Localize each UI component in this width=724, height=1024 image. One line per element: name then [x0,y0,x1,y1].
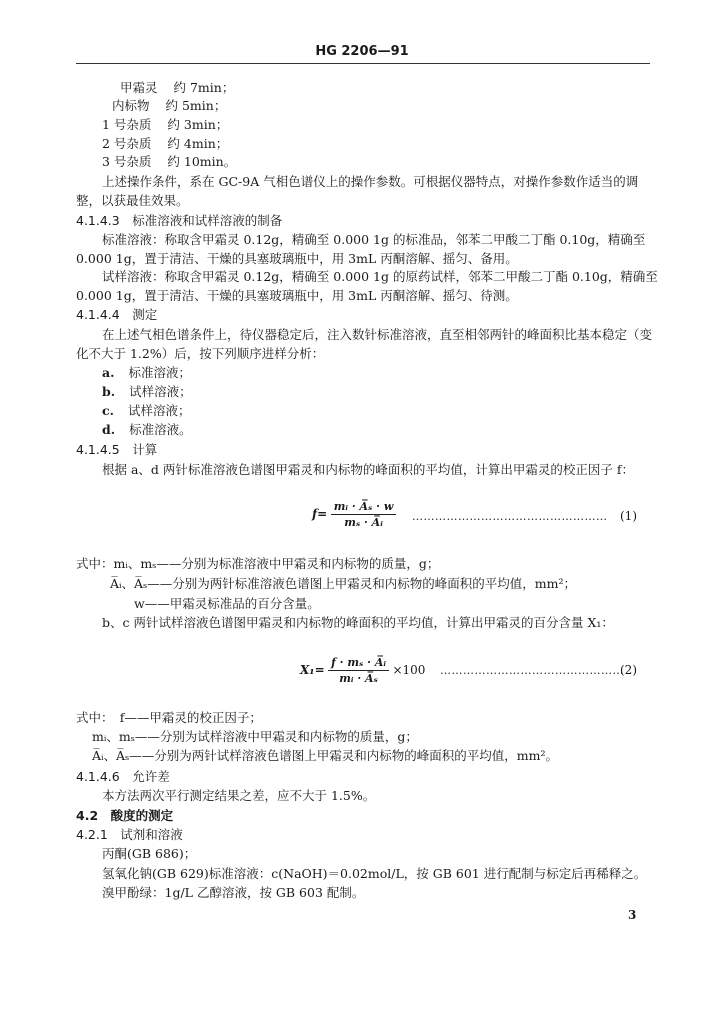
formula-2 [300,656,425,685]
sequence-item [102,365,191,381]
reagent-line: 丙酮(GB 686)； [102,846,197,861]
reagent-line: 溴甲酚绿：1g/L 乙醇溶液，按 GB 603 配制。 [102,885,365,900]
section-title-4-2: 4.2 酸度的测定 [76,808,174,823]
retention-value: 约 5min； [165,98,227,113]
retention-value: 约 3min； [167,117,229,132]
formula-lhs: X₁= [300,663,325,677]
retention-row-analyte [120,80,234,96]
sequence-item [102,384,192,400]
equation-number: (1) [620,509,637,523]
sequence-text: 标准溶液； [128,365,191,380]
where-line: mᵢ、mₛ——分别为试样溶液中甲霜灵和内标物的质量，g； [92,729,418,744]
section-title-4-1-4-4: 4.1.4.4 测定 [76,307,158,322]
formula-numerator: mᵢ · A̅ₛ · w [331,500,397,515]
equation-number: (2) [620,663,637,677]
retention-row-internal-standard [112,98,226,114]
conditions-note-line: 上述操作条件，系在 GC-9A 气相色谱仪上的操作参数。可根据仪器特点，对操作参数作适当的调 [102,174,639,189]
sequence-text: 标准溶液。 [129,422,192,437]
sequence-mark: d. [102,422,116,437]
sequence-text: 试样溶液； [127,403,191,418]
retention-value: 约 7min； [173,80,235,95]
leader-dots: ………………………………………… [440,664,624,677]
measurement-text: 化不大于 1.2%）后，按下列顺序进样分析： [76,346,325,361]
standard-solution-text: 标准溶液：称取含甲霜灵 0.12g，精确至 0.000 1g 的标准品，邻苯二甲酸二丁酯 0.10g，精确至 [102,232,646,247]
retention-row-impurity-3 [102,154,236,170]
calculation-intro: 根据 a、d 两针标准溶液色谱图甲霜灵和内标物的峰面积的平均值，计算出甲霜灵的校正因子 f： [102,462,635,477]
formula-lhs: f= [312,507,328,521]
retention-label: 内标物 [112,98,150,113]
where-line: 式中：mᵢ、mₛ——分别为标准溶液中甲霜灵和内标物的质量，g； [76,556,440,571]
where-line: A̅ᵢ、A̅ₛ——分别为两针标准溶液色谱图上甲霜灵和内标物的峰面积的平均值，mm²； [110,576,576,591]
measurement-text: 在上述气相色谱条件上，待仪器稳定后，注入数针标准溶液，直至相邻两针的峰面积比基本稳定（变 [102,327,653,342]
retention-value: 约 4min； [167,136,229,151]
sequence-text: 试样溶液； [129,384,192,399]
formula-denominator: mᵢ · A̅ₛ [339,672,378,685]
calculation-intro: b、c 两针试样溶液色谱图甲霜灵和内标物的峰面积的平均值，计算出甲霜灵的百分含量 X₁： [102,615,614,630]
where-line: 式中： f——甲霜灵的校正因子； [76,710,262,725]
formula-numerator: f · mₛ · A̅ᵢ [328,656,389,671]
sequence-item [102,422,192,438]
section-title-4-1-4-3: 4.1.4.3 标准溶液和试样溶液的制备 [76,213,283,228]
formula-fraction [328,656,389,685]
retention-row-impurity-1 [102,117,228,133]
retention-label: 3 号杂质 [102,154,152,169]
retention-label: 1 号杂质 [102,117,152,132]
retention-value: 约 10min。 [167,154,237,169]
formula-tail: ×100 [392,663,426,677]
page-number: 3 [628,908,637,922]
formula-1 [312,500,396,529]
where-line: w——甲霜灵标准品的百分含量。 [134,596,320,611]
section-title-4-1-4-5: 4.1.4.5 计算 [76,442,158,457]
standard-code-header: HG 2206—91 [315,44,409,59]
retention-label: 甲霜灵 [120,80,158,95]
retention-row-impurity-2 [102,136,228,152]
section-title-4-2-1: 4.2.1 试剂和溶液 [76,827,183,842]
sequence-mark: c. [102,403,114,418]
header-rule [76,63,650,64]
conditions-note-line: 整，以获最佳效果。 [76,193,189,208]
formula-denominator: mₛ · A̅ᵢ [344,516,383,529]
sequence-item [102,403,190,419]
section-title-4-1-4-6: 4.1.4.6 允许差 [76,769,170,784]
formula-fraction [331,500,397,529]
retention-label: 2 号杂质 [102,136,152,151]
sample-solution-text: 试样溶液：称取含甲霜灵 0.12g，精确至 0.000 1g 的原药试样，邻苯二甲酸二丁酯 0.10g，精确至 [102,269,658,284]
sequence-mark: a. [102,365,115,380]
reagent-line: 氢氧化钠(GB 629)标准溶液：c(NaOH)＝0.02mol/L，按 GB 601 进行配制与标定后再稀释之。 [102,866,647,881]
sample-solution-text: 0.000 1g，置于清洁、干燥的具塞玻璃瓶中，用 3mL 丙酮溶解、摇匀、待测。 [76,288,518,303]
sequence-mark: b. [102,384,116,399]
where-line: A̅ᵢ、A̅ₛ——分别为两针试样溶液色谱图上甲霜灵和内标物的峰面积的平均值，mm²。 [92,748,558,763]
leader-dots: …………………………………………… [412,510,608,523]
tolerance-text: 本方法两次平行测定结果之差，应不大于 1.5%。 [102,788,376,803]
standard-solution-text: 0.000 1g，置于清洁、干燥的具塞玻璃瓶中，用 3mL 丙酮溶解、摇匀、备用。 [76,251,518,266]
